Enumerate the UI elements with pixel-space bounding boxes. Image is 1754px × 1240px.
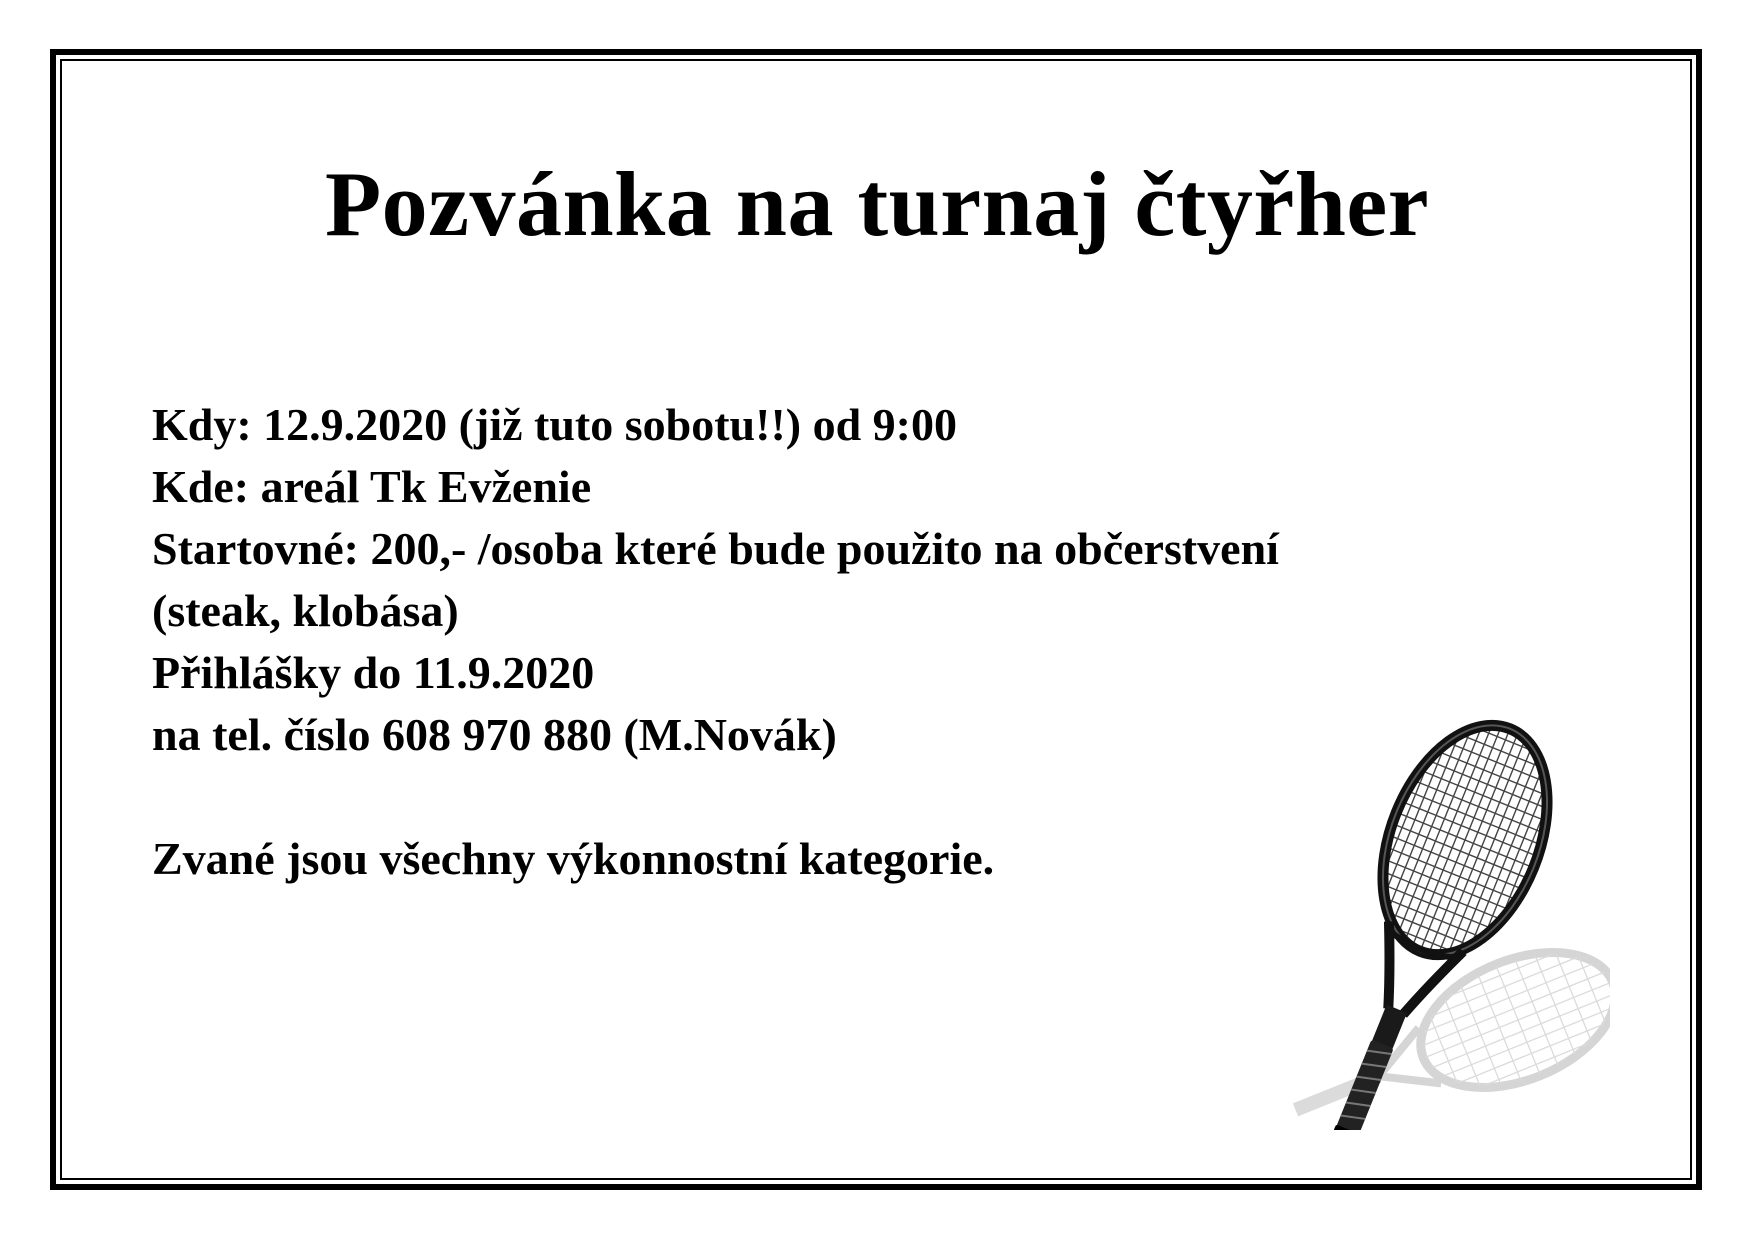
registration-line: Přihlášky do 11.9.2020 <box>152 647 595 698</box>
phone-line: na tel. číslo 608 970 880 (M.Novák) <box>152 709 837 760</box>
tennis-racket-icon <box>1270 700 1610 1130</box>
invitation-title: Pozvánka na turnaj čtyřher <box>324 153 1430 255</box>
where-line: Kde: areál Tk Evženie <box>152 461 592 512</box>
closing-line: Zvané jsou všechny výkonnostní kategorie. <box>152 833 995 884</box>
fee-line: Startovné: 200,- /osoba které bude použito na občerstvení <box>152 523 1279 574</box>
when-line: Kdy: 12.9.2020 (již tuto sobotu!!) od 9:00 <box>152 399 957 450</box>
fee-detail-line: (steak, klobása) <box>152 585 459 636</box>
